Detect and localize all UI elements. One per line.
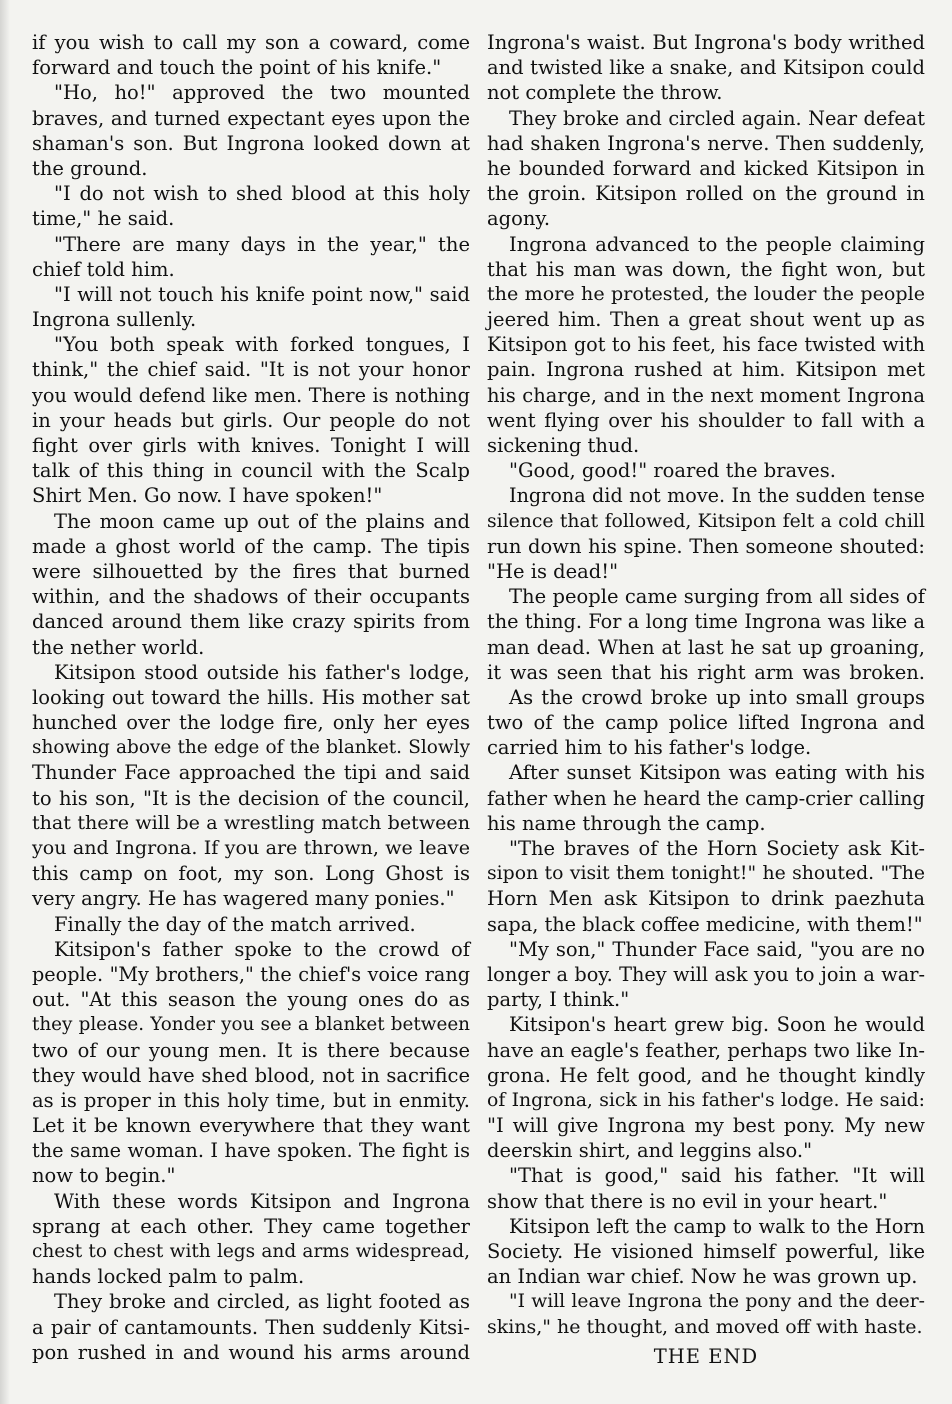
- text-line: As the crowd broke up into small groups: [509, 685, 925, 709]
- text-line: They broke and circled again. Near defeat: [509, 106, 925, 130]
- right-column: [487, 30, 925, 1372]
- text-line: Kitsipon got to his feet, his face twisted with: [487, 333, 925, 357]
- text-line: "Ho, ho!" approved the two mounted: [54, 81, 470, 105]
- text-line: now to begin.": [32, 1164, 176, 1188]
- text-line: Ingrona advanced to the people claiming: [509, 232, 925, 256]
- text-line: if you wish to call my son a coward, come: [32, 31, 470, 54]
- text-line: "I will give Ingrona my best pony. My new: [487, 1114, 925, 1138]
- text-line: show that there is no evil in your heart.": [487, 1189, 888, 1213]
- text-line: the nether world.: [32, 635, 205, 659]
- text-line: Ingrona sullenly.: [32, 308, 197, 332]
- text-line: hands locked palm to palm.: [32, 1265, 305, 1289]
- text-line: it was seen that his right arm was broken.: [487, 660, 925, 684]
- text-line: party, I think.": [487, 988, 630, 1012]
- text-line: two of the camp police lifted Ingrona and: [487, 711, 925, 735]
- text-line: he bounded forward and kicked Kitsipon in: [487, 156, 925, 180]
- text-line: "The braves of the Horn Society ask Kit-: [509, 837, 925, 860]
- text-line: an Indian war chief. Now he was grown up.: [487, 1265, 918, 1289]
- text-line: Kitsipon's heart grew big. Soon he would: [509, 1013, 925, 1037]
- text-line: After sunset Kitsipon was eating with his: [509, 761, 925, 785]
- text-line: Let it be known everywhere that they want: [32, 1114, 470, 1138]
- text-line: Finally the day of the match arrived.: [54, 912, 416, 936]
- text-line: out. "At this season the young ones do as: [32, 988, 470, 1012]
- text-line: Shirt Men. Go now. I have spoken!": [32, 484, 383, 508]
- text-line: braves, and turned expectant eyes upon the: [32, 106, 470, 130]
- text-line: sickening thud.: [487, 434, 640, 457]
- text-line: Kitsipon stood outside his father's lodge,: [54, 660, 470, 684]
- text-line: in your heads but girls. Our people do not: [32, 408, 470, 432]
- text-line: longer a boy. They will ask you to join a war-: [487, 962, 925, 986]
- text-line: "My son," Thunder Face said, "you are no: [509, 937, 925, 961]
- text-line: made a ghost world of the camp. The tipis: [32, 534, 470, 558]
- text-line: think," the chief said. "It is not your honor: [32, 358, 470, 382]
- text-line: Kitsipon's father spoke to the crowd of: [54, 937, 470, 961]
- text-line: people. "My brothers," the chief's voice rang: [32, 962, 470, 986]
- text-line: you would defend like men. There is nothing: [32, 383, 470, 407]
- text-line: shaman's son. But Ingrona looked down at: [32, 131, 470, 155]
- text-line: jeered him. Then a great shout went up as: [487, 308, 925, 332]
- text-line: time," he said.: [32, 207, 175, 231]
- text-line: that his man was down, the fight won, but: [487, 257, 925, 281]
- text-line: agony.: [487, 207, 551, 231]
- text-line: the thing. For a long time Ingrona was like a: [487, 610, 925, 634]
- left-column: [32, 30, 470, 1365]
- text-line: showing above the edge of the blanket. Slowly: [32, 737, 470, 759]
- text-line: pon rushed in and wound his arms around: [32, 1340, 470, 1364]
- text-line: skins," he thought, and moved off with haste.: [487, 1315, 923, 1338]
- text-line: fight over girls with knives. Tonight I will: [32, 434, 470, 457]
- text-line: "There are many days in the year," the: [54, 232, 470, 256]
- text-line: looking out toward the hills. His mother sat: [32, 685, 470, 709]
- page-edge-shadow: [0, 0, 10, 1404]
- text-line: Ingrona's waist. But Ingrona's body writhed: [487, 31, 925, 54]
- text-line: as is proper in this holy time, but in enmity.: [32, 1088, 470, 1112]
- text-line: pain. Ingrona rushed at him. Kitsipon met: [487, 358, 925, 382]
- text-line: they would have shed blood, not in sacrifice: [32, 1063, 470, 1087]
- text-line: sipon to visit them tonight!" he shouted. "The: [487, 863, 925, 885]
- text-line: the same woman. I have spoken. The fight is: [32, 1139, 470, 1163]
- text-line: Thunder Face approached the tipi and said: [32, 761, 470, 785]
- text-line: father when he heard the camp-crier calling: [487, 786, 925, 810]
- text-line: forward and touch the point of his knife.": [32, 56, 442, 80]
- text-line: have an eagle's feather, perhaps two like In-: [487, 1038, 925, 1062]
- text-line: chest to chest with legs and arms widespread,: [32, 1241, 470, 1262]
- text-line: silence that followed, Kitsipon felt a cold chill: [487, 510, 925, 532]
- text-line: chief told him.: [32, 257, 175, 281]
- text-line: sapa, the black coffee medicine, with them!": [487, 912, 923, 936]
- text-line: danced around them like crazy spirits from: [32, 610, 470, 634]
- text-line: within, and the shadows of their occupants: [32, 585, 470, 609]
- text-line: Ingrona did not move. In the sudden tense: [509, 484, 925, 508]
- text-line: run down his spine. Then someone shouted:: [487, 534, 925, 558]
- text-line: "I will leave Ingrona the pony and the deer-: [509, 1291, 925, 1313]
- text-line: were silhouetted by the fires that burned: [32, 559, 470, 583]
- text-line: man dead. When at last he sat up groaning,: [487, 635, 925, 659]
- text-line: The moon came up out of the plains and: [54, 509, 470, 533]
- text-line: The people came surging from all sides of: [509, 585, 925, 609]
- text-line: not complete the throw.: [487, 81, 723, 105]
- text-line: carried him to his father's lodge.: [487, 736, 812, 760]
- text-line: "That is good," said his father. "It will: [509, 1164, 925, 1188]
- text-line: "You both speak with forked tongues, I: [54, 333, 470, 357]
- text-line: "Good, good!" roared the braves.: [509, 459, 836, 483]
- text-line: the more he protested, the louder the people: [487, 282, 925, 305]
- right-column-lines: [487, 30, 925, 1340]
- text-line: Kitsipon left the camp to walk to the Horn: [509, 1214, 925, 1238]
- text-line: had shaken Ingrona's nerve. Then suddenly,: [487, 131, 925, 155]
- text-line: talk of this thing in council with the Scalp: [32, 459, 470, 483]
- text-line: "I do not wish to shed blood at this holy: [54, 182, 470, 206]
- text-line: hunched over the lodge fire, only her eyes: [32, 711, 470, 735]
- text-line: deerskin shirt, and leggins also.": [487, 1139, 813, 1163]
- text-line: of Ingrona, sick in his father's lodge. He said:: [487, 1089, 925, 1111]
- text-line: "He is dead!": [487, 559, 619, 583]
- text-line: very angry. He has wagered many ponies.": [32, 887, 455, 911]
- text-line: the ground.: [32, 156, 148, 180]
- text-line: Horn Men ask Kitsipon to drink paezhuta: [487, 887, 925, 911]
- text-line: and twisted like a snake, and Kitsipon could: [487, 56, 925, 80]
- text-line: grona. He felt good, and he thought kindly: [487, 1063, 925, 1087]
- text-line: that there will be a wrestling match between: [32, 811, 470, 834]
- text-line: With these words Kitsipon and Ingrona: [54, 1189, 470, 1213]
- text-line: a pair of cantamounts. Then suddenly Kitsi-: [32, 1315, 470, 1339]
- text-line: his name through the camp.: [487, 811, 766, 835]
- text-line: Society. He visioned himself powerful, like: [487, 1240, 925, 1263]
- text-line: two of our young men. It is there because: [32, 1038, 470, 1062]
- story-ending: THE END: [653, 1344, 759, 1368]
- text-line: his charge, and in the next moment Ingrona: [487, 383, 925, 407]
- text-line: "I will not touch his knife point now," said: [54, 282, 470, 306]
- text-line: you and Ingrona. If you are thrown, we leave: [32, 837, 470, 859]
- text-line: they please. Yonder you see a blanket between: [32, 1014, 470, 1036]
- text-line: the groin. Kitsipon rolled on the ground in: [487, 182, 925, 206]
- text-line: to his son, "It is the decision of the council,: [32, 786, 470, 810]
- text-line: this camp on foot, my son. Long Ghost is: [32, 862, 470, 886]
- text-line: went flying over his shoulder to fall with a: [487, 408, 925, 432]
- text-line: sprang at each other. They came together: [32, 1214, 470, 1238]
- text-line: They broke and circled, as light footed as: [54, 1290, 470, 1314]
